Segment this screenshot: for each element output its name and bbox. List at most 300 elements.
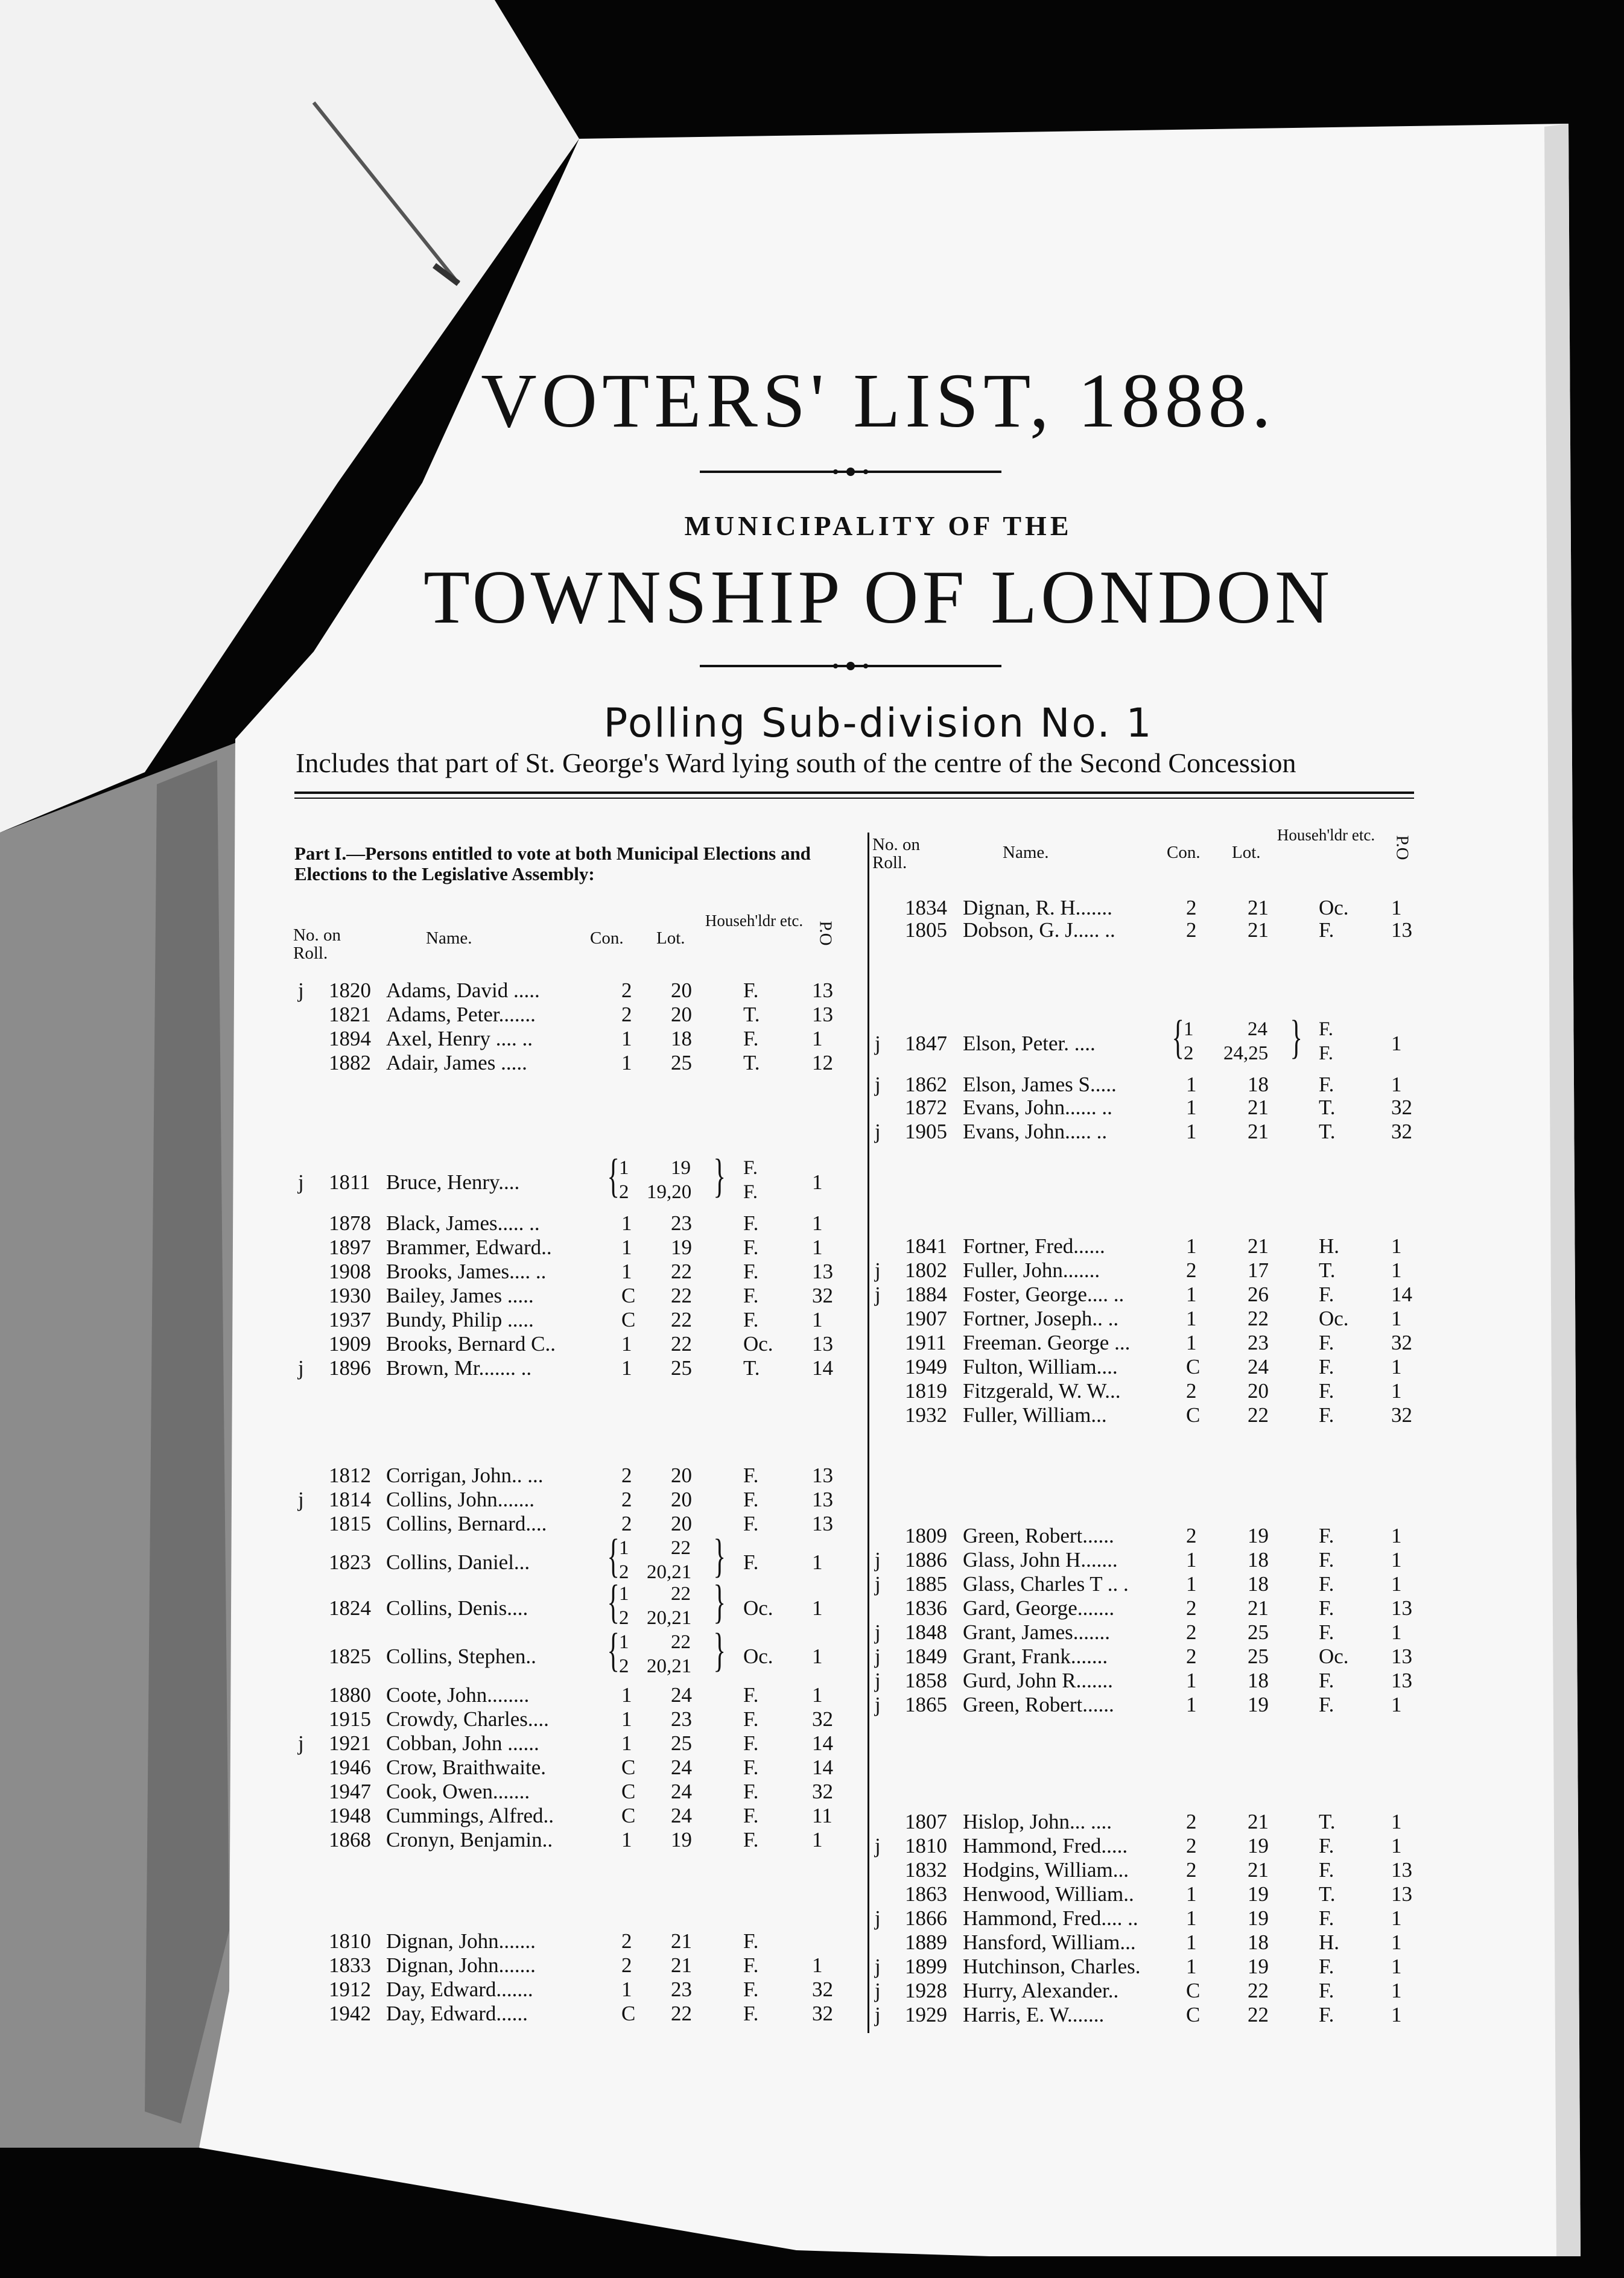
lot-number: 19 [1248, 1955, 1269, 1978]
voter-name: Cook, Owen....... [386, 1780, 530, 1803]
brace-open: { [607, 1149, 620, 1202]
voter-row [0, 1524, 1624, 1548]
householder-status: F. [1319, 1403, 1334, 1427]
concession: 1 [1186, 1669, 1197, 1692]
householder-status: F. [1319, 1906, 1334, 1930]
voter-name: Corrigan, John.. ... [386, 1464, 544, 1487]
post-office: 1 [1391, 1307, 1402, 1330]
post-office: 14 [812, 1756, 833, 1779]
voter-row [0, 1403, 1624, 1427]
voter-name: Fuller, John....... [963, 1258, 1100, 1282]
concession: 1 [1186, 1955, 1197, 1978]
voter-row [0, 1931, 1624, 1955]
roll-number: 1824 [329, 1596, 371, 1620]
concession: 2 [619, 1561, 629, 1583]
polling-subdivision: Polling Sub-division No. 1 [603, 700, 1153, 746]
roll-number: 1937 [329, 1308, 371, 1331]
concession: C [621, 1308, 636, 1331]
concession: 2 [1186, 1258, 1197, 1282]
post-office: 1 [812, 1170, 823, 1194]
concession: C [1186, 1403, 1201, 1427]
roll-number: 1836 [905, 1596, 947, 1620]
juror-mark: j [298, 979, 304, 1002]
voter-name: Fortner, Joseph.. .. [963, 1307, 1119, 1330]
roll-number: 1849 [905, 1645, 947, 1668]
voter-name: Brammer, Edward.. [386, 1236, 552, 1259]
concession: 1 [621, 1356, 632, 1380]
householder-status: F. [743, 1157, 758, 1179]
lot-number: 23 [1248, 1331, 1269, 1354]
concession: C [1186, 2003, 1201, 2026]
voter-row [0, 1283, 1624, 1307]
roll-number: 1908 [329, 1260, 371, 1283]
lot-number: 18 [1248, 1548, 1269, 1572]
lot-number: 21 [671, 1929, 692, 1953]
lot-number: 22 [1248, 1403, 1269, 1427]
juror-mark: j [875, 1258, 881, 1282]
householder-status: F. [1319, 1955, 1334, 1978]
voter-name: Green, Robert...... [963, 1693, 1114, 1716]
post-office: 32 [1391, 1096, 1412, 1119]
roll-number: 1878 [329, 1211, 371, 1235]
roll-number: 1847 [905, 1032, 947, 1055]
householder-status: F. [743, 1488, 759, 1511]
householder-status: T. [1319, 1258, 1336, 1282]
voter-name: Hammond, Fred.... .. [963, 1906, 1138, 1930]
left-header-lot: Lot. [656, 928, 685, 948]
lot-number: 20 [671, 1003, 692, 1026]
voter-row [0, 1620, 1624, 1645]
voter-row [0, 1810, 1624, 1834]
roll-number: 1882 [329, 1051, 371, 1074]
post-office: 1 [1391, 1524, 1402, 1547]
lot-number: 19 [1248, 1693, 1269, 1716]
voter-row [0, 979, 1624, 1003]
post-office: 13 [1391, 1858, 1412, 1882]
juror-mark: j [875, 2003, 881, 2026]
voter-name: Gard, George....... [963, 1596, 1115, 1620]
roll-number: 1820 [329, 979, 371, 1002]
post-office: 32 [1391, 1331, 1412, 1354]
document-title: VOTERS' LIST, 1888. [481, 358, 1276, 443]
post-office: 14 [812, 1356, 833, 1380]
householder-status: H. [1319, 1931, 1340, 1954]
voter-name: Collins, Daniel... [386, 1550, 530, 1574]
lot-number: 19,20 [647, 1181, 692, 1203]
lot-number: 17 [1248, 1258, 1269, 1282]
householder-status: F. [1319, 1693, 1334, 1716]
roll-number: 1862 [905, 1073, 947, 1096]
householder-status: F. [743, 1464, 759, 1487]
brace-open: { [1172, 1011, 1185, 1063]
concession: 1 [621, 1211, 632, 1235]
voter-name: Crowdy, Charles.... [386, 1707, 549, 1731]
post-office: 1 [812, 1550, 823, 1574]
voter-row [0, 1488, 1624, 1512]
concession: 2 [1186, 1596, 1197, 1620]
concession: 1 [1186, 1882, 1197, 1906]
lot-number: 24 [671, 1780, 692, 1803]
concession: C [1186, 1355, 1201, 1379]
roll-number: 1812 [329, 1464, 371, 1487]
left-header-name: Name. [426, 928, 472, 948]
roll-number: 1909 [329, 1332, 371, 1356]
householder-status: F. [743, 1236, 759, 1259]
roll-number: 1932 [905, 1403, 947, 1427]
concession: 2 [621, 1003, 632, 1026]
municipality-line: MUNICIPALITY OF THE [684, 510, 1073, 541]
post-office: 1 [1391, 1979, 1402, 2002]
post-office: 1 [812, 1236, 823, 1259]
roll-number: 1915 [329, 1707, 371, 1731]
householder-status: F. [743, 1027, 759, 1050]
voter-name: Cobban, John ...... [386, 1731, 539, 1755]
lot-number: 19 [1248, 1834, 1269, 1858]
post-office: 1 [1391, 1032, 1402, 1055]
juror-mark: j [298, 1731, 304, 1755]
voter-name: Dobson, G. J..... .. [963, 918, 1115, 942]
post-office: 1 [1391, 1379, 1402, 1403]
roll-number: 1848 [905, 1620, 947, 1644]
voter-row [0, 1645, 1624, 1669]
householder-status: F. [1319, 2003, 1334, 2026]
voter-name: Collins, Stephen.. [386, 1645, 536, 1668]
juror-mark: j [875, 1073, 881, 1096]
concession: C [1186, 1979, 1201, 2002]
voter-row [0, 1979, 1624, 2003]
concession: 1 [1186, 1307, 1197, 1330]
householder-status: T. [743, 1356, 760, 1380]
lot-number: 25 [671, 1356, 692, 1380]
concession: 2 [619, 1655, 629, 1677]
voter-row [0, 1073, 1624, 1097]
roll-number: 1834 [905, 896, 947, 919]
juror-mark: j [875, 1955, 881, 1978]
roll-number: 1907 [905, 1307, 947, 1330]
lot-number: 18 [1248, 1669, 1269, 1692]
juror-mark: j [875, 1032, 881, 1055]
concession: 2 [1186, 1524, 1197, 1547]
lot-number: 24 [671, 1804, 692, 1827]
lot-number: 21 [1248, 1596, 1269, 1620]
concession: 1 [621, 1027, 632, 1050]
concession: 1 [621, 1332, 632, 1356]
roll-number: 1815 [329, 1512, 371, 1535]
voter-name: Dignan, John....... [386, 1929, 536, 1953]
lot-number: 19 [671, 1157, 691, 1179]
householder-status: F. [1319, 1834, 1334, 1858]
juror-mark: j [875, 1693, 881, 1716]
right-header-con: Con. [1167, 843, 1201, 862]
post-office: 11 [812, 1804, 833, 1827]
voter-name: Freeman. George ... [963, 1331, 1131, 1354]
voter-name: Brown, Mr....... .. [386, 1356, 532, 1380]
householder-status: F. [1319, 1548, 1334, 1572]
lot-number: 21 [1248, 1120, 1269, 1143]
roll-number: 1841 [905, 1234, 947, 1258]
voter-name: Coote, John........ [386, 1683, 530, 1707]
lot-number: 22 [671, 1537, 691, 1559]
roll-number: 1858 [905, 1669, 947, 1692]
concession: 1 [1186, 1283, 1197, 1306]
roll-number: 1905 [905, 1120, 947, 1143]
post-office: 1 [1391, 1834, 1402, 1858]
voter-name: Collins, Bernard.... [386, 1512, 547, 1535]
lot-number: 20 [1248, 1379, 1269, 1403]
voter-name: Gurd, John R....... [963, 1669, 1113, 1692]
concession: 1 [621, 1260, 632, 1283]
householder-status: F. [743, 1308, 759, 1331]
voter-name: Glass, Charles T .. . [963, 1572, 1129, 1596]
lot-number: 22 [1248, 1307, 1269, 1330]
voter-row [0, 1149, 1624, 1203]
voter-name: Collins, Denis.... [386, 1596, 528, 1620]
householder-status: F. [743, 1828, 759, 1851]
post-office: 14 [1391, 1283, 1412, 1306]
lot-number: 22 [671, 1332, 692, 1356]
voter-name: Hislop, John... .... [963, 1810, 1112, 1833]
voter-row [0, 1693, 1624, 1717]
roll-number: 1866 [905, 1906, 947, 1930]
voter-name: Grant, James....... [963, 1620, 1110, 1644]
township-ornament-rule [700, 659, 1001, 673]
householder-status: F. [743, 1512, 759, 1535]
post-office: 13 [812, 1260, 833, 1283]
post-office: 13 [812, 1464, 833, 1487]
roll-number: 1946 [329, 1756, 371, 1779]
voter-name: Hammond, Fred..... [963, 1834, 1128, 1858]
householder-status: F. [743, 1683, 759, 1707]
juror-mark: j [875, 1645, 881, 1668]
householder-status: F. [743, 979, 759, 1002]
voter-row [0, 1355, 1624, 1379]
lot-number: 26 [1248, 1283, 1269, 1306]
concession: 1 [1186, 1572, 1197, 1596]
concession: 1 [621, 1683, 632, 1707]
title-ornament-rule [700, 465, 1001, 479]
roll-number: 1894 [329, 1027, 371, 1050]
voter-row [0, 1882, 1624, 1906]
lot-number: 19 [1248, 1524, 1269, 1547]
roll-number: 1896 [329, 1356, 371, 1380]
concession: 1 [619, 1583, 629, 1605]
voter-row [0, 896, 1624, 920]
householder-status: T. [1319, 1120, 1336, 1143]
post-office: 13 [812, 1512, 833, 1535]
lot-number: 23 [671, 1978, 692, 2001]
subdivision-description: Includes that part of St. George's Ward lying south of the centre of the Second Concession [296, 747, 1296, 778]
concession: 1 [621, 1707, 632, 1731]
voter-name: Day, Edward....... [386, 1978, 533, 2001]
householder-status: F. [743, 1211, 759, 1235]
voter-name: Grant, Frank....... [963, 1645, 1108, 1668]
concession: 1 [1186, 1234, 1197, 1258]
roll-number: 1865 [905, 1693, 947, 1716]
voter-name: Bruce, Henry.... [386, 1170, 520, 1194]
left-header-no: No. on Roll. [293, 925, 341, 963]
concession: 2 [1184, 1042, 1194, 1064]
householder-status: F. [1319, 1283, 1334, 1306]
lot-number: 18 [1248, 1073, 1269, 1096]
post-office: 1 [812, 1596, 823, 1620]
post-office: 1 [1391, 1931, 1402, 1954]
post-office: 32 [1391, 1403, 1412, 1427]
post-office: 1 [812, 1027, 823, 1050]
lot-number: 20 [671, 1512, 692, 1535]
voter-name: Bailey, James ..... [386, 1284, 534, 1307]
voter-row [0, 1548, 1624, 1572]
roll-number: 1930 [329, 1284, 371, 1307]
householder-status: F. [743, 1284, 759, 1307]
brace-open: { [607, 1529, 620, 1582]
voter-name: Harris, E. W....... [963, 2003, 1105, 2026]
lot-number: 19 [671, 1236, 692, 1259]
roll-number: 1928 [905, 1979, 947, 2002]
householder-status: F. [1319, 918, 1334, 942]
concession: 1 [621, 1978, 632, 2001]
voter-row [0, 918, 1624, 942]
concession: 2 [621, 1953, 632, 1977]
voter-row [0, 1211, 1624, 1236]
concession: 2 [1186, 896, 1197, 919]
concession: 2 [1186, 1620, 1197, 1644]
post-office: 1 [812, 1645, 823, 1668]
post-office: 1 [1391, 1955, 1402, 1978]
concession: 2 [621, 1488, 632, 1511]
roll-number: 1823 [329, 1550, 371, 1574]
brace-close: } [1290, 1011, 1303, 1063]
lot-number: 18 [671, 1027, 692, 1050]
left-header-po: P.O [816, 921, 836, 946]
post-office: 32 [812, 1284, 833, 1307]
concession: 1 [1186, 1120, 1197, 1143]
voter-row [0, 1596, 1624, 1620]
voter-name: Crow, Braithwaite. [386, 1756, 547, 1779]
post-office: 32 [812, 1978, 833, 2001]
brace-close: } [713, 1575, 726, 1628]
juror-mark: j [875, 1834, 881, 1858]
lot-number: 20 [671, 979, 692, 1002]
concession: 1 [621, 1051, 632, 1074]
voter-name: Cummings, Alfred.. [386, 1804, 554, 1827]
post-office: 32 [1391, 1120, 1412, 1143]
brace-close: } [713, 1149, 726, 1202]
roll-number: 1821 [329, 1003, 371, 1026]
post-office: 13 [812, 1332, 833, 1356]
householder-status: F. [1319, 1331, 1334, 1354]
voter-row [0, 1669, 1624, 1693]
voter-name: Glass, John H....... [963, 1548, 1118, 1572]
voter-name: Hurry, Alexander.. [963, 1979, 1119, 2002]
householder-status: F. [743, 1929, 759, 1953]
roll-number: 1809 [905, 1524, 947, 1547]
juror-mark: j [875, 1283, 881, 1306]
post-office: 1 [812, 1308, 823, 1331]
householder-status: F. [1319, 1524, 1334, 1547]
householder-status: F. [743, 1780, 759, 1803]
voter-row [0, 1258, 1624, 1283]
lot-number: 22 [671, 1308, 692, 1331]
juror-mark: j [298, 1488, 304, 1511]
voter-name: Fuller, William... [963, 1403, 1107, 1427]
householder-status: F. [1319, 1596, 1334, 1620]
post-office: 12 [812, 1051, 833, 1074]
lot-number: 25 [671, 1731, 692, 1755]
juror-mark: j [875, 1620, 881, 1644]
roll-number: 1832 [905, 1858, 947, 1882]
householder-status: F. [743, 1260, 759, 1283]
voter-name: Elson, Peter. .... [963, 1032, 1096, 1055]
right-header-lot: Lot. [1232, 843, 1261, 862]
voter-row [0, 1858, 1624, 1882]
voter-row [0, 1955, 1624, 1979]
householder-status: T. [1319, 1810, 1336, 1833]
concession: 1 [619, 1157, 629, 1179]
right-header-po: P.O [1392, 835, 1412, 860]
post-office: 32 [812, 1780, 833, 1803]
householder-status: H. [1319, 1234, 1340, 1258]
roll-number: 1886 [905, 1548, 947, 1572]
post-office: 1 [1391, 1693, 1402, 1716]
roll-number: 1912 [329, 1978, 371, 2001]
lot-number: 23 [671, 1211, 692, 1235]
post-office: 13 [1391, 1645, 1412, 1668]
right-header-no: No. on Roll. [872, 835, 920, 872]
householder-status: F. [1319, 1073, 1334, 1096]
lot-number: 22 [1248, 1979, 1269, 2002]
concession: 2 [1186, 1834, 1197, 1858]
lot-number: 18 [1248, 1931, 1269, 1954]
concession: 2 [1186, 1645, 1197, 1668]
roll-number: 1814 [329, 1488, 371, 1511]
post-office: 13 [812, 1488, 833, 1511]
post-office: 1 [812, 1953, 823, 1977]
lot-number: 21 [1248, 918, 1269, 942]
lot-number: 19 [671, 1828, 692, 1851]
voter-name: Brooks, Bernard C.. [386, 1332, 556, 1356]
lot-number: 20,21 [647, 1655, 692, 1677]
householder-status: F. [743, 2002, 759, 2025]
left-header-househ: Househ'ldr etc. [705, 912, 804, 930]
householder-status: F. [1319, 1572, 1334, 1596]
lot-number: 21 [671, 1953, 692, 1977]
householder-status: F. [1319, 1042, 1333, 1064]
post-office: 1 [1391, 1073, 1402, 1096]
voter-row [0, 1331, 1624, 1355]
householder-status: F. [743, 1756, 759, 1779]
lot-number: 19 [1248, 1882, 1269, 1906]
voter-name: Evans, John...... .. [963, 1096, 1112, 1119]
roll-number: 1947 [329, 1780, 371, 1803]
juror-mark: j [298, 1170, 304, 1194]
concession: 2 [1186, 918, 1197, 942]
voter-row [0, 1780, 1624, 1804]
lot-number: 20 [671, 1464, 692, 1487]
concession: 1 [1186, 1096, 1197, 1119]
concession: C [621, 1284, 636, 1307]
voter-name: Cronyn, Benjamin.. [386, 1828, 553, 1851]
voter-name: Evans, John..... .. [963, 1120, 1108, 1143]
roll-number: 1929 [905, 2003, 947, 2026]
post-office: 32 [812, 2002, 833, 2025]
voter-name: Foster, George.... .. [963, 1283, 1124, 1306]
concession: 1 [621, 1236, 632, 1259]
householder-status: T. [1319, 1096, 1336, 1119]
roll-number: 1897 [329, 1236, 371, 1259]
roll-number: 1885 [905, 1572, 947, 1596]
householder-status: Oc. [1319, 1307, 1349, 1330]
lot-number: 25 [1248, 1645, 1269, 1668]
